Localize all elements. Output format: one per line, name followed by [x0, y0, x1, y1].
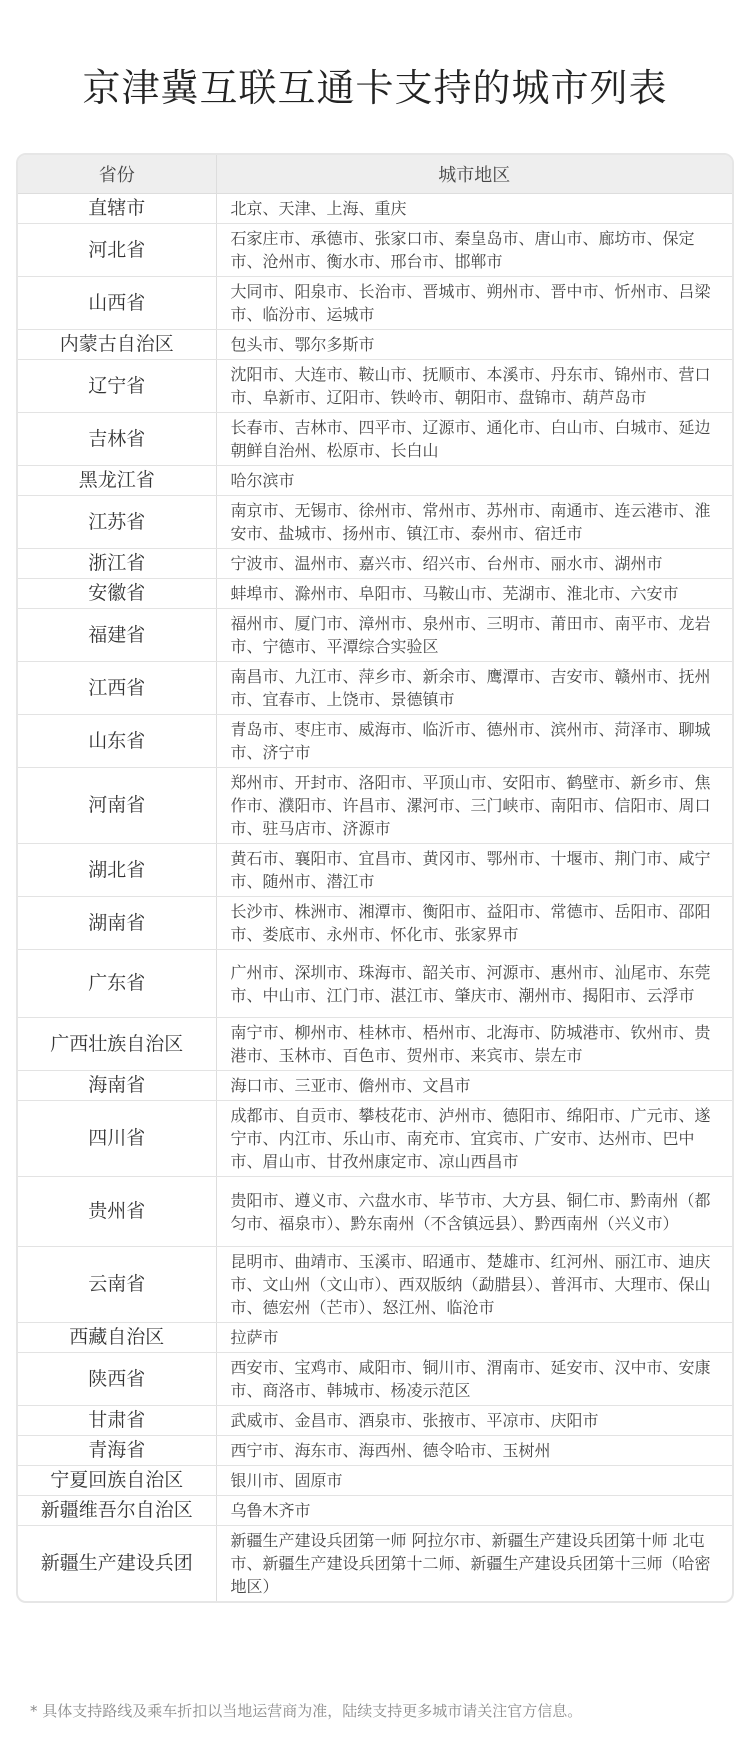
- table-row: [18, 1247, 732, 1323]
- table-row: [18, 466, 732, 496]
- province-cell: 山东省: [18, 715, 216, 768]
- page-title: 京津冀互联互通卡支持的城市列表: [82, 66, 668, 110]
- province-cell: 贵州省: [18, 1177, 216, 1247]
- province-cell: 河南省: [18, 768, 216, 844]
- table-row: [18, 1018, 732, 1071]
- cities-cell: 福州市、厦门市、漳州市、泉州市、三明市、莆田市、南平市、龙岩市、宁德市、平潭综合实验区: [216, 609, 732, 662]
- table-row: [18, 1353, 732, 1406]
- province-cell: 直辖市: [18, 194, 216, 224]
- province-cell: 广东省: [18, 950, 216, 1018]
- city-table: [16, 153, 734, 1603]
- province-cell: 新疆维吾尔自治区: [18, 1496, 216, 1526]
- table-row: [18, 950, 732, 1018]
- table-row: [18, 1436, 732, 1466]
- table-row: [18, 224, 732, 277]
- table-row: [18, 768, 732, 844]
- province-cell: 广西壮族自治区: [18, 1018, 216, 1071]
- province-cell: 河北省: [18, 224, 216, 277]
- cities-cell: 石家庄市、承德市、张家口市、秦皇岛市、唐山市、廊坊市、保定市、沧州市、衡水市、邢台市、邯郸市: [216, 224, 732, 277]
- cities-cell: 西宁市、海东市、海西州、德令哈市、玉树州: [216, 1436, 732, 1466]
- table-row: [18, 897, 732, 950]
- cities-cell: 包头市、鄂尔多斯市: [216, 330, 732, 360]
- province-cell: 云南省: [18, 1247, 216, 1323]
- table-row: [18, 330, 732, 360]
- cities-cell: 南宁市、柳州市、桂林市、梧州市、北海市、防城港市、钦州市、贵港市、玉林市、百色市、贺州市、来宾市、崇左市: [216, 1018, 732, 1071]
- cities-cell: 拉萨市: [216, 1323, 732, 1353]
- province-cell: 安徽省: [18, 579, 216, 609]
- province-cell: 新疆生产建设兵团: [18, 1526, 216, 1602]
- cities-cell: 大同市、阳泉市、长治市、晋城市、朔州市、晋中市、忻州市、吕梁市、临汾市、运城市: [216, 277, 732, 330]
- table-row: [18, 1406, 732, 1436]
- cities-cell: 郑州市、开封市、洛阳市、平顶山市、安阳市、鹤壁市、新乡市、焦作市、濮阳市、许昌市、漯河市、三门峡市、南阳市、信阳市、周口市、驻马店市、济源市: [216, 768, 732, 844]
- table-row: [18, 413, 732, 466]
- table-row: [18, 1071, 732, 1101]
- table-row: [18, 549, 732, 579]
- table-row: [18, 360, 732, 413]
- cities-cell: 沈阳市、大连市、鞍山市、抚顺市、本溪市、丹东市、锦州市、营口市、阜新市、辽阳市、铁岭市、朝阳市、盘锦市、葫芦岛市: [216, 360, 732, 413]
- table-row: [18, 1466, 732, 1496]
- province-cell: 黑龙江省: [18, 466, 216, 496]
- table-row: [18, 496, 732, 549]
- province-cell: 甘肃省: [18, 1406, 216, 1436]
- province-cell: 江苏省: [18, 496, 216, 549]
- cities-cell: 蚌埠市、滁州市、阜阳市、马鞍山市、芜湖市、淮北市、六安市: [216, 579, 732, 609]
- province-cell: 山西省: [18, 277, 216, 330]
- cities-cell: 长春市、吉林市、四平市、辽源市、通化市、白山市、白城市、延边朝鲜自治州、松原市、长白山: [216, 413, 732, 466]
- province-cell: 西藏自治区: [18, 1323, 216, 1353]
- table-row: [18, 715, 732, 768]
- cities-cell: 北京、天津、上海、重庆: [216, 194, 732, 224]
- cities-cell: 青岛市、枣庄市、威海市、临沂市、德州市、滨州市、菏泽市、聊城市、济宁市: [216, 715, 732, 768]
- cities-cell: 南昌市、九江市、萍乡市、新余市、鹰潭市、吉安市、赣州市、抚州市、宜春市、上饶市、景德镇市: [216, 662, 732, 715]
- province-cell: 内蒙古自治区: [18, 330, 216, 360]
- cities-cell: 黄石市、襄阳市、宜昌市、黄冈市、鄂州市、十堰市、荆门市、咸宁市、随州市、潜江市: [216, 844, 732, 897]
- table-row: [18, 1526, 732, 1602]
- cities-cell: 长沙市、株洲市、湘潭市、衡阳市、益阳市、常德市、岳阳市、邵阳市、娄底市、永州市、怀化市、张家界市: [216, 897, 732, 950]
- city-list-table: [18, 155, 732, 1601]
- cities-cell: 成都市、自贡市、攀枝花市、泸州市、德阳市、绵阳市、广元市、遂宁市、内江市、乐山市、南充市、宜宾市、广安市、达州市、巴中市、眉山市、甘孜州康定市、凉山西昌市: [216, 1101, 732, 1177]
- table-row: [18, 609, 732, 662]
- table-row: [18, 1323, 732, 1353]
- footnote: * 具体支持路线及乘车折扣以当地运营商为准，陆续支持更多城市请关注官方信息。: [30, 1702, 583, 1720]
- province-cell: 海南省: [18, 1071, 216, 1101]
- table-row: [18, 662, 732, 715]
- province-cell: 辽宁省: [18, 360, 216, 413]
- province-cell: 浙江省: [18, 549, 216, 579]
- province-cell: 江西省: [18, 662, 216, 715]
- province-cell: 湖南省: [18, 897, 216, 950]
- province-column-header: 省份: [18, 155, 216, 194]
- cities-cell: 银川市、固原市: [216, 1466, 732, 1496]
- province-cell: 湖北省: [18, 844, 216, 897]
- table-row: [18, 1101, 732, 1177]
- table-row: [18, 579, 732, 609]
- cities-cell: 昆明市、曲靖市、玉溪市、昭通市、楚雄市、红河州、丽江市、迪庆市、文山州（文山市）、西双版纳（勐腊县）、普洱市、大理市、保山市、德宏州（芒市）、怒江州、临沧市: [216, 1247, 732, 1323]
- cities-cell: 广州市、深圳市、珠海市、韶关市、河源市、惠州市、汕尾市、东莞市、中山市、江门市、湛江市、肇庆市、潮州市、揭阳市、云浮市: [216, 950, 732, 1018]
- cities-cell: 哈尔滨市: [216, 466, 732, 496]
- province-cell: 陕西省: [18, 1353, 216, 1406]
- province-cell: 四川省: [18, 1101, 216, 1177]
- province-cell: 吉林省: [18, 413, 216, 466]
- province-cell: 宁夏回族自治区: [18, 1466, 216, 1496]
- cities-cell: 新疆生产建设兵团第一师 阿拉尔市、新疆生产建设兵团第十师 北屯市、新疆生产建设兵团第十二师、新疆生产建设兵团第十三师（哈密地区）: [230, 1531, 711, 1596]
- table-row: [18, 277, 732, 330]
- table-row: [18, 1496, 732, 1526]
- province-cell: 福建省: [18, 609, 216, 662]
- table-row: [18, 1177, 732, 1247]
- table-header-row: [18, 155, 732, 194]
- cities-cell: 西安市、宝鸡市、咸阳市、铜川市、渭南市、延安市、汉中市、安康市、商洛市、韩城市、杨凌示范区: [216, 1353, 732, 1406]
- table-row: [18, 844, 732, 897]
- cities-cell: 宁波市、温州市、嘉兴市、绍兴市、台州市、丽水市、湖州市: [216, 549, 732, 579]
- cities-cell: 武威市、金昌市、酒泉市、张掖市、平凉市、庆阳市: [216, 1406, 732, 1436]
- cities-cell: 海口市、三亚市、儋州市、文昌市: [216, 1071, 732, 1101]
- province-cell: 青海省: [18, 1436, 216, 1466]
- cities-cell: 乌鲁木齐市: [216, 1496, 732, 1526]
- cities-cell: 南京市、无锡市、徐州市、常州市、苏州市、南通市、连云港市、淮安市、盐城市、扬州市、镇江市、泰州市、宿迁市: [216, 496, 732, 549]
- cities-cell: 贵阳市、遵义市、六盘水市、毕节市、大方县、铜仁市、黔南州（都匀市、福泉市）、黔东南州（不含镇远县）、黔西南州（兴义市）: [216, 1177, 732, 1247]
- cities-column-header: 城市地区: [216, 155, 732, 194]
- table-row: [18, 194, 732, 224]
